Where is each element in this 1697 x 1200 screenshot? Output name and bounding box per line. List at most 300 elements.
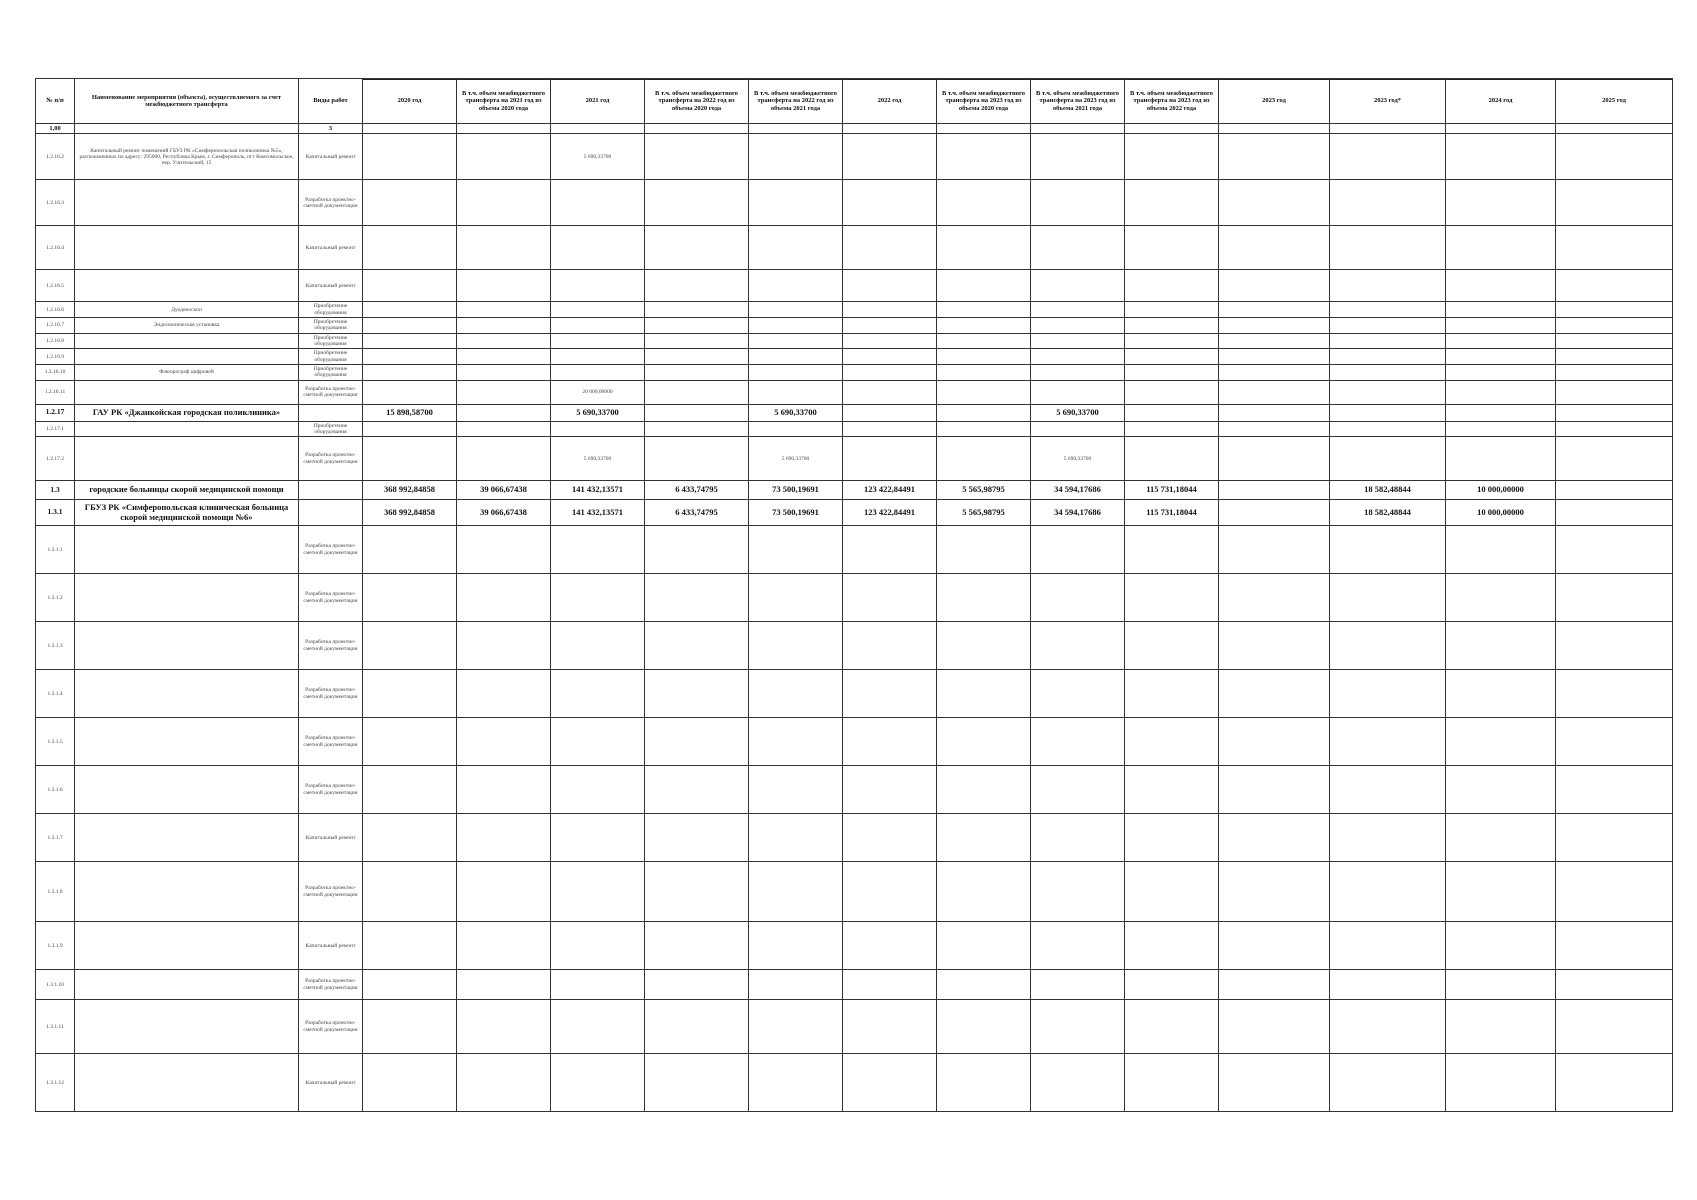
val-2022-from-2021 xyxy=(749,380,843,404)
table-row xyxy=(36,180,1673,226)
val-2023-from-2022 xyxy=(1125,922,1219,970)
val-2023-star xyxy=(1330,349,1446,365)
val-2023-from-2022 xyxy=(1125,766,1219,814)
val-2022-from-2020 xyxy=(645,670,749,718)
header-year-col: 2020 год xyxy=(363,79,457,124)
table-row xyxy=(36,437,1673,481)
val-2023-from-2020 xyxy=(937,922,1031,970)
table-row xyxy=(36,814,1673,862)
header-year-col: В т.ч. объем межбюджетного трансферта на 2022 год из объема 2021 года xyxy=(749,79,843,124)
val-2025 xyxy=(1556,333,1673,349)
val-2025 xyxy=(1556,180,1673,226)
val-2023 xyxy=(1219,500,1330,526)
row-work-type: Капитальный ремонт xyxy=(299,814,363,862)
row-number: 1.3.1.2 xyxy=(36,574,75,622)
row-name xyxy=(75,814,299,862)
val-2023-from-2021 xyxy=(1031,622,1125,670)
val-2022-from-2021: 73 500,19691 xyxy=(749,500,843,526)
val-2025 xyxy=(1556,421,1673,437)
val-2023-from-2021 xyxy=(1031,814,1125,862)
row-name: городские больницы скорой медицинской помощи xyxy=(75,481,299,500)
val-2021-from-2020 xyxy=(457,622,551,670)
val-2022-from-2020 xyxy=(645,333,749,349)
val-2023-from-2022 xyxy=(1125,670,1219,718)
row-work-type xyxy=(299,500,363,526)
val-2020 xyxy=(363,134,457,180)
val-2024 xyxy=(1446,270,1556,302)
val-2023-star xyxy=(1330,526,1446,574)
row-work-type: Приобретение оборудования xyxy=(299,302,363,318)
val-2023-from-2020 xyxy=(937,1000,1031,1054)
val-2022 xyxy=(843,380,937,404)
val-2024 xyxy=(1446,180,1556,226)
val-2023 xyxy=(1219,270,1330,302)
row-name xyxy=(75,670,299,718)
val-2021: 5 690,33700 xyxy=(551,404,645,421)
table-row xyxy=(36,226,1673,270)
val-2022 xyxy=(843,349,937,365)
table-row xyxy=(36,380,1673,404)
val-2023-star xyxy=(1330,437,1446,481)
header-year-col: 2024 год xyxy=(1446,79,1556,124)
val-2025 xyxy=(1556,349,1673,365)
val-2024 xyxy=(1446,437,1556,481)
val-2020 xyxy=(363,622,457,670)
val-2022-from-2020 xyxy=(645,134,749,180)
val-2021-from-2020 xyxy=(457,364,551,380)
val-2023-from-2021 xyxy=(1031,318,1125,334)
val-2022-from-2020 xyxy=(645,718,749,766)
val-2023-from-2020 xyxy=(937,670,1031,718)
row-work-type xyxy=(299,404,363,421)
val-2022-from-2020 xyxy=(645,364,749,380)
val-2022-from-2021: 5 690,33700 xyxy=(749,404,843,421)
header-year-col: 2023 год xyxy=(1219,79,1330,124)
val-2023 xyxy=(1219,318,1330,334)
val-2025 xyxy=(1556,670,1673,718)
row-name xyxy=(75,718,299,766)
row-number: 1.2.16.4 xyxy=(36,226,75,270)
val-2021-from-2020 xyxy=(457,670,551,718)
val-2020 xyxy=(363,333,457,349)
val-2021-from-2020 xyxy=(457,180,551,226)
val-2021-from-2020 xyxy=(457,1054,551,1112)
val-2023-from-2020: 5 565,98795 xyxy=(937,500,1031,526)
val-2023-from-2022 xyxy=(1125,134,1219,180)
val-2023-from-2020 xyxy=(937,134,1031,180)
val-2023-from-2020 xyxy=(937,766,1031,814)
val-2022 xyxy=(843,333,937,349)
val-2023 xyxy=(1219,718,1330,766)
val-2023-from-2021 xyxy=(1031,380,1125,404)
val-2023-from-2021 xyxy=(1031,718,1125,766)
table-row xyxy=(36,718,1673,766)
val-2023-from-2020 xyxy=(937,437,1031,481)
val-2021-from-2020 xyxy=(457,922,551,970)
row-name xyxy=(75,574,299,622)
row-number: 1.3.1.3 xyxy=(36,622,75,670)
val-2021 xyxy=(551,766,645,814)
table-row xyxy=(36,134,1673,180)
val-2022 xyxy=(843,622,937,670)
val-2023 xyxy=(1219,349,1330,365)
val-2023-from-2021 xyxy=(1031,333,1125,349)
row-name xyxy=(75,226,299,270)
val-2024 xyxy=(1446,622,1556,670)
row-work-type: Разработка проектно-сметной документации xyxy=(299,670,363,718)
val-2022-from-2020 xyxy=(645,574,749,622)
val-2023-from-2020 xyxy=(937,226,1031,270)
val-2025 xyxy=(1556,970,1673,1000)
val-2023 xyxy=(1219,814,1330,862)
val-2023-star xyxy=(1330,226,1446,270)
val-2023-from-2022 xyxy=(1125,526,1219,574)
val-2023 xyxy=(1219,766,1330,814)
row-name: Эндоскопическая установка xyxy=(75,318,299,334)
val-2023-star xyxy=(1330,380,1446,404)
row-work-type: Приобретение оборудования xyxy=(299,333,363,349)
val-2023-from-2021 xyxy=(1031,1000,1125,1054)
val-2024 xyxy=(1446,134,1556,180)
val-2022-from-2020 xyxy=(645,270,749,302)
val-2025 xyxy=(1556,862,1673,922)
table-row xyxy=(36,766,1673,814)
val-2023-from-2021: 34 594,17686 xyxy=(1031,500,1125,526)
val-2023-from-2022 xyxy=(1125,180,1219,226)
val-2022-from-2021 xyxy=(749,1000,843,1054)
val-2023-from-2022 xyxy=(1125,302,1219,318)
val-2023-from-2022: 115 731,18044 xyxy=(1125,500,1219,526)
val-2024 xyxy=(1446,766,1556,814)
row-name: Дуоденоскоп xyxy=(75,302,299,318)
val-2021-from-2020 xyxy=(457,862,551,922)
row-name xyxy=(75,270,299,302)
index-cell xyxy=(363,124,457,134)
index-cell xyxy=(843,124,937,134)
val-2022-from-2021 xyxy=(749,421,843,437)
val-2022-from-2020 xyxy=(645,226,749,270)
val-2022 xyxy=(843,180,937,226)
table-row xyxy=(36,270,1673,302)
val-2023-from-2021 xyxy=(1031,134,1125,180)
val-2023 xyxy=(1219,333,1330,349)
row-name xyxy=(75,766,299,814)
val-2023-star xyxy=(1330,180,1446,226)
val-2021-from-2020 xyxy=(457,318,551,334)
row-name: ГАУ РК «Джанкойская городская поликлиника» xyxy=(75,404,299,421)
val-2021 xyxy=(551,180,645,226)
val-2024 xyxy=(1446,1054,1556,1112)
val-2022 xyxy=(843,970,937,1000)
val-2023-from-2021 xyxy=(1031,922,1125,970)
row-work-type: Капитальный ремонт xyxy=(299,270,363,302)
table-row xyxy=(36,574,1673,622)
val-2023-from-2022 xyxy=(1125,622,1219,670)
val-2023-star xyxy=(1330,970,1446,1000)
val-2020 xyxy=(363,970,457,1000)
header-year-col: 2022 год xyxy=(843,79,937,124)
val-2020 xyxy=(363,364,457,380)
val-2022-from-2021 xyxy=(749,226,843,270)
val-2023-from-2021 xyxy=(1031,364,1125,380)
val-2023 xyxy=(1219,364,1330,380)
row-number: 1.3.1.5 xyxy=(36,718,75,766)
row-work-type: Разработка проектно-сметной документации xyxy=(299,526,363,574)
val-2022 xyxy=(843,134,937,180)
val-2025 xyxy=(1556,718,1673,766)
val-2023-from-2021 xyxy=(1031,226,1125,270)
val-2025 xyxy=(1556,922,1673,970)
val-2023-from-2022 xyxy=(1125,1000,1219,1054)
val-2022-from-2021 xyxy=(749,364,843,380)
val-2022-from-2020 xyxy=(645,970,749,1000)
val-2022-from-2021: 73 500,19691 xyxy=(749,481,843,500)
val-2022-from-2020: 6 433,74795 xyxy=(645,481,749,500)
header-year-col: 2025 год xyxy=(1556,79,1673,124)
row-number: 1.2.16.11 xyxy=(36,380,75,404)
val-2023-from-2021 xyxy=(1031,302,1125,318)
val-2021-from-2020 xyxy=(457,574,551,622)
val-2022 xyxy=(843,421,937,437)
row-name xyxy=(75,380,299,404)
row-name xyxy=(75,622,299,670)
val-2020 xyxy=(363,766,457,814)
val-2022 xyxy=(843,302,937,318)
val-2023-from-2021 xyxy=(1031,526,1125,574)
row-name: ГБУЗ РК «Симферопольская клиническая больница скорой медицинской помощи №6» xyxy=(75,500,299,526)
val-2023-from-2021: 5 690,33700 xyxy=(1031,404,1125,421)
val-2023-star xyxy=(1330,814,1446,862)
val-2023-star xyxy=(1330,766,1446,814)
row-number: 1.2.17 xyxy=(36,404,75,421)
val-2022-from-2021 xyxy=(749,270,843,302)
val-2023 xyxy=(1219,862,1330,922)
val-2022: 123 422,84491 xyxy=(843,500,937,526)
val-2025 xyxy=(1556,226,1673,270)
val-2022-from-2021 xyxy=(749,862,843,922)
row-number: 1.3.1.12 xyxy=(36,1054,75,1112)
index-cell xyxy=(1125,124,1219,134)
row-name xyxy=(75,421,299,437)
val-2023 xyxy=(1219,481,1330,500)
val-2022-from-2021 xyxy=(749,718,843,766)
val-2022 xyxy=(843,574,937,622)
val-2021 xyxy=(551,364,645,380)
header-year-col: В т.ч. объем межбюджетного трансферта на 2022 год из объема 2020 года xyxy=(645,79,749,124)
val-2023 xyxy=(1219,1054,1330,1112)
val-2023-star xyxy=(1330,1054,1446,1112)
val-2022-from-2021 xyxy=(749,922,843,970)
val-2024 xyxy=(1446,670,1556,718)
val-2020 xyxy=(363,349,457,365)
val-2020 xyxy=(363,718,457,766)
val-2022-from-2020 xyxy=(645,622,749,670)
val-2023-from-2020 xyxy=(937,718,1031,766)
val-2023-star xyxy=(1330,670,1446,718)
index-cell xyxy=(457,124,551,134)
val-2021-from-2020 xyxy=(457,226,551,270)
val-2023-from-2020 xyxy=(937,364,1031,380)
table-row xyxy=(36,421,1673,437)
val-2022-from-2021 xyxy=(749,180,843,226)
row-work-type: Разработка проектно-сметной документации xyxy=(299,766,363,814)
val-2020 xyxy=(363,922,457,970)
val-2022-from-2021: 5 690,33700 xyxy=(749,437,843,481)
val-2024 xyxy=(1446,226,1556,270)
val-2021-from-2020 xyxy=(457,134,551,180)
row-number: 1.3.1.1 xyxy=(36,526,75,574)
val-2025 xyxy=(1556,134,1673,180)
val-2021-from-2020 xyxy=(457,333,551,349)
val-2023-from-2020 xyxy=(937,862,1031,922)
val-2023-star xyxy=(1330,318,1446,334)
val-2023-from-2022 xyxy=(1125,404,1219,421)
val-2023-from-2021 xyxy=(1031,180,1125,226)
val-2021 xyxy=(551,333,645,349)
row-work-type: Разработка проектно-сметной документации xyxy=(299,437,363,481)
header-year-col: 2021 год xyxy=(551,79,645,124)
val-2023-star xyxy=(1330,404,1446,421)
val-2022 xyxy=(843,1000,937,1054)
val-2022 xyxy=(843,1054,937,1112)
val-2022-from-2021 xyxy=(749,333,843,349)
val-2022-from-2020 xyxy=(645,318,749,334)
val-2023-star xyxy=(1330,718,1446,766)
row-work-type: Капитальный ремонт xyxy=(299,226,363,270)
val-2023-from-2020: 5 565,98795 xyxy=(937,481,1031,500)
header-year-col: В т.ч. объем межбюджетного трансферта на 2023 год из объема 2021 года xyxy=(1031,79,1125,124)
val-2022-from-2021 xyxy=(749,349,843,365)
val-2020 xyxy=(363,1000,457,1054)
val-2022-from-2021 xyxy=(749,526,843,574)
val-2023 xyxy=(1219,134,1330,180)
val-2023-from-2021 xyxy=(1031,349,1125,365)
val-2022-from-2021 xyxy=(749,302,843,318)
row-work-type: Разработка проектно-сметной документации xyxy=(299,574,363,622)
val-2021 xyxy=(551,574,645,622)
row-work-type: Разработка проектно-сметной документации xyxy=(299,622,363,670)
val-2025 xyxy=(1556,500,1673,526)
val-2020: 368 992,84858 xyxy=(363,481,457,500)
val-2024 xyxy=(1446,862,1556,922)
val-2021-from-2020 xyxy=(457,349,551,365)
table-row xyxy=(36,862,1673,922)
row-number: 1.2.17.1 xyxy=(36,421,75,437)
val-2020 xyxy=(363,302,457,318)
val-2021 xyxy=(551,670,645,718)
val-2023 xyxy=(1219,302,1330,318)
val-2022 xyxy=(843,437,937,481)
row-work-type: Приобретение оборудования xyxy=(299,318,363,334)
row-name xyxy=(75,970,299,1000)
row-number: 1.2.16.10 xyxy=(36,364,75,380)
header-year-col: В т.ч. объем межбюджетного трансферта на 2023 год из объема 2022 года xyxy=(1125,79,1219,124)
table-row-group xyxy=(36,500,1673,526)
val-2021: 141 432,13571 xyxy=(551,481,645,500)
table-row xyxy=(36,622,1673,670)
val-2023-from-2022 xyxy=(1125,718,1219,766)
index-cell xyxy=(75,124,299,134)
row-name xyxy=(75,437,299,481)
val-2023-star: 18 582,48844 xyxy=(1330,481,1446,500)
val-2021-from-2020 xyxy=(457,526,551,574)
val-2021-from-2020 xyxy=(457,766,551,814)
row-number: 1.2.16.9 xyxy=(36,349,75,365)
val-2023 xyxy=(1219,226,1330,270)
row-work-type xyxy=(299,481,363,500)
val-2021 xyxy=(551,814,645,862)
table-row xyxy=(36,670,1673,718)
row-work-type: Приобретение оборудования xyxy=(299,364,363,380)
val-2023-star xyxy=(1330,270,1446,302)
val-2023-from-2022 xyxy=(1125,349,1219,365)
val-2020 xyxy=(363,574,457,622)
val-2023 xyxy=(1219,526,1330,574)
val-2023-from-2021 xyxy=(1031,766,1125,814)
val-2022-from-2021 xyxy=(749,574,843,622)
val-2025 xyxy=(1556,481,1673,500)
row-number: 1.2.17.2 xyxy=(36,437,75,481)
val-2021-from-2020 xyxy=(457,380,551,404)
val-2023-from-2020 xyxy=(937,380,1031,404)
val-2023-star xyxy=(1330,1000,1446,1054)
index-cell xyxy=(1330,124,1446,134)
table-row xyxy=(36,364,1673,380)
val-2025 xyxy=(1556,404,1673,421)
val-2021: 141 432,13571 xyxy=(551,500,645,526)
val-2024 xyxy=(1446,574,1556,622)
val-2021 xyxy=(551,922,645,970)
row-number: 1.2.16.8 xyxy=(36,333,75,349)
row-work-type: Капитальный ремонт xyxy=(299,134,363,180)
val-2022-from-2020 xyxy=(645,814,749,862)
val-2021-from-2020 xyxy=(457,421,551,437)
row-work-type: Капитальный ремонт xyxy=(299,922,363,970)
val-2021-from-2020 xyxy=(457,1000,551,1054)
row-number: 1.3.1.11 xyxy=(36,1000,75,1054)
row-name xyxy=(75,922,299,970)
val-2022 xyxy=(843,670,937,718)
row-work-type: Разработка проектно-сметной документации xyxy=(299,970,363,1000)
val-2023-from-2020 xyxy=(937,574,1031,622)
row-name xyxy=(75,349,299,365)
row-number: 1.2.16.6 xyxy=(36,302,75,318)
row-name: Флюорограф цифровой xyxy=(75,364,299,380)
index-row xyxy=(36,124,1673,134)
val-2023-from-2021: 5 690,33700 xyxy=(1031,437,1125,481)
row-work-type: Разработка проектно-сметной документации xyxy=(299,862,363,922)
val-2023-from-2022 xyxy=(1125,364,1219,380)
val-2021-from-2020 xyxy=(457,970,551,1000)
val-2020: 15 898,58700 xyxy=(363,404,457,421)
index-cell xyxy=(551,124,645,134)
val-2023-from-2020 xyxy=(937,333,1031,349)
val-2022-from-2021 xyxy=(749,766,843,814)
val-2022-from-2020 xyxy=(645,180,749,226)
val-2020 xyxy=(363,814,457,862)
val-2024 xyxy=(1446,1000,1556,1054)
val-2022 xyxy=(843,318,937,334)
index-cell xyxy=(1556,124,1673,134)
row-number: 1.2.16.3 xyxy=(36,180,75,226)
val-2024 xyxy=(1446,349,1556,365)
val-2022 xyxy=(843,814,937,862)
val-2025 xyxy=(1556,814,1673,862)
row-name xyxy=(75,526,299,574)
val-2025 xyxy=(1556,437,1673,481)
val-2022-from-2021 xyxy=(749,970,843,1000)
val-2023 xyxy=(1219,380,1330,404)
